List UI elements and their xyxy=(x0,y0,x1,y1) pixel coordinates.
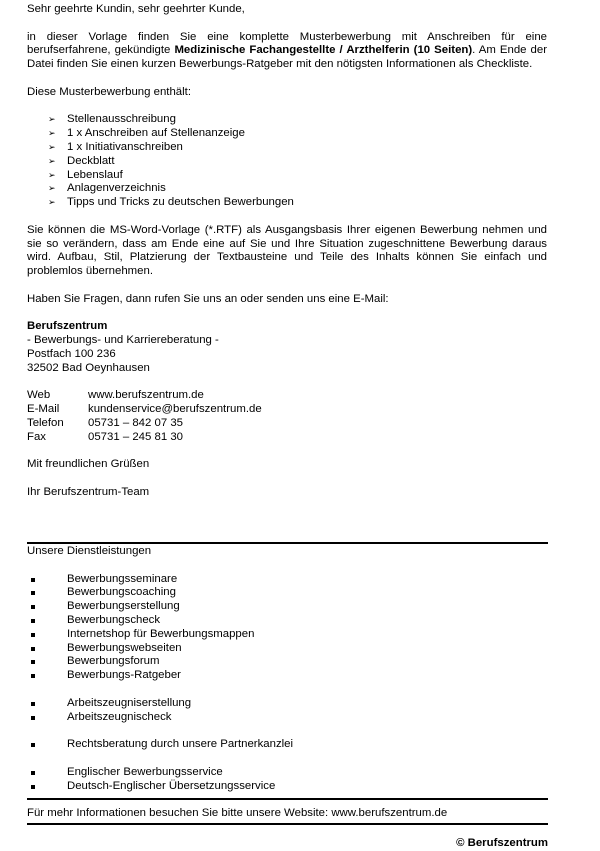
list-item: Bewerbungsforum xyxy=(27,655,547,669)
services-list-main xyxy=(27,573,547,683)
list-item: ➢ Lebenslauf xyxy=(48,168,123,181)
signature: Ihr Berufszentrum-Team xyxy=(27,485,150,498)
list-item: Englischer Bewerbungsservice xyxy=(27,766,547,780)
greeting: Sehr geehrte Kundin, sehr geehrter Kunde, xyxy=(27,3,245,15)
list-item: Arbeitszeugnischeck xyxy=(27,711,547,725)
list-item: ➢ Tipps und Tricks zu deutschen Bewerbungen xyxy=(48,196,294,209)
square-bullet-icon xyxy=(31,578,35,582)
contact-row-phone xyxy=(27,417,547,431)
list-item: Bewerbungserstellung xyxy=(27,600,547,614)
services-list-english xyxy=(27,766,547,794)
arrow-bullet-icon: ➢ xyxy=(48,141,56,152)
contact-label: Telefon xyxy=(27,416,64,429)
company-city: 32502 Bad Oeynhausen xyxy=(27,361,150,374)
contact-table xyxy=(27,389,547,444)
list-item: Internetshop für Bewerbungsmappen xyxy=(27,628,547,642)
list-item: Bewerbungs-Ratgeber xyxy=(27,669,547,683)
services-list-legal xyxy=(27,738,547,752)
contact-label: Fax xyxy=(27,430,46,443)
copyright-notice: © Berufszentrum xyxy=(456,837,548,849)
contact-row-email xyxy=(27,403,547,417)
square-bullet-icon xyxy=(31,771,35,775)
contact-row-fax xyxy=(27,431,547,445)
letter-body xyxy=(27,3,547,500)
list-item: ➢ Stellenausschreibung xyxy=(48,113,176,126)
list-item: Arbeitszeugniserstellung xyxy=(27,697,547,711)
list-item: Bewerbungsseminare xyxy=(27,573,547,587)
square-bullet-icon xyxy=(31,633,35,637)
list-item: ➢ 1 x Initiativanschreiben xyxy=(48,140,183,153)
square-bullet-icon xyxy=(31,702,35,706)
list-item: Deutsch-Englischer Übersetzungsservice xyxy=(27,780,547,794)
intro-paragraph: in dieser Vorlage finden Sie eine komplette Musterbewerbung mit Anschreiben für eine berufserfahrene, gekündigte Medizinische Fachangestellte / Arzthelferin (10 Seiten). Am Ende der Datei finden Sie einen kurzen Bewerbungs-Ratgeber mit den nötigsten Informationen als Checkliste. xyxy=(27,30,547,71)
list-item: ➢ Deckblatt xyxy=(48,154,115,167)
square-bullet-icon xyxy=(31,605,35,609)
services-list-certificates xyxy=(27,697,547,725)
company-tagline: - Bewerbungs- und Karriereberatung - xyxy=(27,334,219,347)
list-item: Bewerbungswebseiten xyxy=(27,642,547,656)
contact-row-web xyxy=(27,389,547,403)
contents-list xyxy=(27,113,547,210)
divider-middle xyxy=(27,798,548,800)
square-bullet-icon xyxy=(31,619,35,623)
arrow-bullet-icon: ➢ xyxy=(48,183,56,194)
services-heading: Unsere Dienstleistungen xyxy=(27,545,152,557)
contents-heading: Diese Musterbewerbung enthält: xyxy=(27,85,191,98)
square-bullet-icon xyxy=(31,647,35,651)
phone-number: 05731 – 842 07 35 xyxy=(88,416,184,429)
arrow-bullet-icon: ➢ xyxy=(48,114,56,125)
contact-label: Web xyxy=(27,389,51,402)
services-section xyxy=(27,545,547,793)
list-item: Bewerbungscheck xyxy=(27,614,547,628)
list-item: Bewerbungscoaching xyxy=(27,586,547,600)
list-item: Rechtsberatung durch unsere Partnerkanzlei xyxy=(27,738,547,752)
square-bullet-icon xyxy=(31,674,35,678)
website-link[interactable]: www.berufszentrum.de xyxy=(88,389,204,402)
company-name: Berufszentrum xyxy=(27,320,108,333)
arrow-bullet-icon: ➢ xyxy=(48,155,56,166)
list-item: ➢ Anlagenverzeichnis xyxy=(48,182,166,195)
square-bullet-icon xyxy=(31,591,35,595)
list-item: ➢ 1 x Anschreiben auf Stellenanzeige xyxy=(48,127,245,140)
square-bullet-icon xyxy=(31,716,35,720)
closing: Mit freundlichen Grüßen xyxy=(27,458,150,471)
arrow-bullet-icon: ➢ xyxy=(48,169,56,180)
arrow-bullet-icon: ➢ xyxy=(48,197,56,208)
contact-label: E-Mail xyxy=(27,403,60,416)
divider-bottom xyxy=(27,823,548,825)
company-address xyxy=(27,320,547,375)
fax-number: 05731 – 245 81 30 xyxy=(88,430,184,443)
square-bullet-icon xyxy=(31,743,35,747)
square-bullet-icon xyxy=(31,660,35,664)
intro-bold-title: Medizinische Fachangestellte / Arzthelferin (10 Seiten) xyxy=(174,44,473,57)
email-link[interactable]: kundenservice@berufszentrum.de xyxy=(88,403,262,416)
square-bullet-icon xyxy=(31,785,35,789)
more-info-line: Für mehr Informationen besuchen Sie bitte unsere Website: www.berufszentrum.de xyxy=(27,807,448,819)
arrow-bullet-icon: ➢ xyxy=(48,128,56,139)
template-info-paragraph: Sie können die MS-Word-Vorlage (*.RTF) als Ausgangsbasis Ihrer eigenen Bewerbung nehmen und sie so verändern, dass am Ende eine auf Sie und Ihre Situation zugeschnittene Bewerbung daraus wird. Aufbau, Stil, Platzierung der Textbausteine und Teile des Inhalts können Sie einfach und problemlos übernehmen. xyxy=(27,223,547,278)
divider-top xyxy=(27,542,548,544)
company-street: Postfach 100 236 xyxy=(27,347,116,360)
questions-line: Haben Sie Fragen, dann rufen Sie uns an oder senden uns eine E-Mail: xyxy=(27,292,389,305)
